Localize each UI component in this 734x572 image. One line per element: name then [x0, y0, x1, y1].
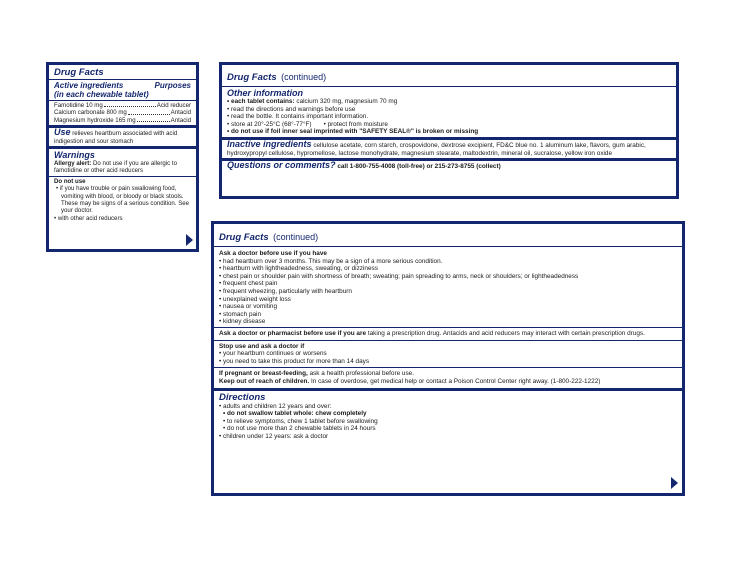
ask-doctor-heading: Ask a doctor before use if you have	[219, 250, 327, 257]
ingredient-row: Calcium carbonate 800 mg Antacid	[54, 109, 191, 117]
other-information-heading: Other information	[227, 88, 303, 98]
drug-facts-panel-bottom-right: Drug Facts (continued) Ask a doctor before use if you have • had heartburn over 3 months. This may be a sign of a more serious condition. • heartburn with lightheadedness, sweating, or dizziness • chest pain or shoulder pain with shortness of breath; sweating; pain spreading to arms, neck or shoulders; or lightheadedness • frequent chest pain • frequent wheezing, particularly with heartburn • unexplained weight loss • nausea or vomiting • stomach pain • kidney disease Ask a doctor or pharmacist before use if you are taking a prescription drug. Antacids and acid reducers may interact with certain prescription drugs. Stop use and ask a doctor if • your heartburn continues or worsens • you need to take this product for more than 14 days If pregnant or breast-feeding, ask a health professional before use. Keep out of reach of children. In case of overdose, get medical help or contact a Poison Control Center right away. (1-800-222-1222) Directions • adults and children 12 years and over: • do not swallow tablet whole: chew completely • to relieve symptoms, chew 1 tablet before swallowing • do not use more than 2 chewable tablets in 24 hours • children under 12 years: ask a doctor	[211, 221, 685, 496]
list-item: • if you have trouble or pain swallowing food, vomiting with blood, or bloody or black stools. These may be signs of a serious condition. See your doctor.	[56, 185, 190, 215]
other-information-section: Other information • each tablet contains: calcium 320 mg, magnesium 70 mg • read the directions and warnings before use • read the bottle. It contains important information. • store at 20°-25°C (68°-77°F) • protect from moisture • do not use if foil inner seal imprinted with "SAFETY SEAL®" is broken or missing	[222, 87, 676, 137]
ask-pharmacist-section: Ask a doctor or pharmacist before use if you are taking a prescription drug. Antacids and acid reducers may interact with certain prescription drugs.	[219, 329, 645, 337]
warnings-section: Warnings Allergy alert: Do not use if you are allergic to famotidine or other acid reducers	[49, 149, 196, 176]
list-item: • do not swallow tablet whole: chew completely	[223, 410, 367, 418]
list-item: • stomach pain	[219, 310, 262, 318]
directions-heading: Directions	[219, 391, 266, 403]
list-item: • kidney disease	[219, 318, 266, 326]
list-item: • read the bottle. It contains important information.	[227, 113, 369, 121]
list-item: • do not use if foil inner seal imprinted with "SAFETY SEAL®" is broken or missing	[227, 128, 479, 136]
reach-of-children-heading: Keep out of reach of children.	[219, 377, 310, 385]
inactive-ingredients-heading: Inactive ingredients	[227, 138, 312, 149]
list-item: • nausea or vomiting	[219, 303, 278, 311]
panel-title: Drug Facts	[227, 72, 277, 83]
pregnancy-section: If pregnant or breast-feeding, ask a health professional before use. Keep out of reach of children. In case of overdose, get medical help or contact a Poison Control Center right away. (1-800-222-1222)	[219, 370, 601, 385]
warnings-heading: Warnings	[54, 150, 95, 161]
ingredients-list	[49, 101, 196, 125]
list-item: • your heartburn continues or worsens	[219, 350, 327, 358]
pregnancy-heading: If pregnant or breast-feeding,	[219, 370, 308, 378]
list-item: • chest pain or shoulder pain with shortness of breath; sweating; pain spreading to arms, neck or shoulders; or lightheadedness	[219, 272, 579, 280]
drug-facts-panel-left	[46, 62, 199, 252]
panel-title: Drug Facts	[54, 67, 104, 78]
continue-arrow-icon	[186, 234, 193, 246]
list-item: • had heartburn over 3 months. This may be a sign of a more serious condition.	[219, 257, 443, 265]
drug-facts-panel-top-right: Drug Facts (continued) Other information • each tablet contains: calcium 320 mg, magnesium 70 mg • read the directions and warnings before use • read the bottle. It contains important information. • store at 20°-25°C (68°-77°F) • protect from moisture • do not use if foil inner seal imprinted with "SAFETY SEAL®" is broken or missing Inactive ingredients cellulose acetate, corn starch, crospovidone, dextrose excipient, FD&C blue no. 1 aluminum lake, flavors, gum arabic, hydroxypropyl cellulose, hypromellose, lactose monohydrate, magnesium stearate, maltodextrin, mineral oil, sucralose, yellow iron oxide Questions or comments? call 1-800-755-4008 (toll-free) or 215-273-8755 (collect)	[219, 62, 679, 199]
list-item: • adults and children 12 years and over:	[219, 402, 332, 410]
do-not-use-heading: Do not use	[54, 177, 86, 185]
list-item: • to relieve symptoms, chew 1 tablet before swallowing	[223, 417, 378, 425]
panel-title: Drug Facts	[219, 232, 269, 243]
stop-use-heading: Stop use and ask a doctor if	[219, 342, 305, 350]
list-item: • heartburn with lightheadedness, sweating, or dizziness	[219, 265, 378, 273]
list-item: • unexplained weight loss	[219, 295, 291, 303]
ask-pharmacist-heading: Ask a doctor or pharmacist before use if you are	[219, 329, 367, 337]
list-item: • with other acid reducers	[54, 214, 123, 222]
active-ingredients-subheading: (in each chewable tablet)	[54, 90, 149, 99]
ingredient-row: Magnesium hydroxide 165 mg Antacid	[54, 116, 191, 124]
ingredient-row: Famotidine 10 mg Acid reducer	[54, 102, 191, 109]
stop-use-section	[214, 341, 682, 368]
list-item: • you need to take this product for more than 14 days	[219, 357, 370, 365]
inactive-ingredients-section: Inactive ingredients cellulose acetate, corn starch, crospovidone, dextrose excipient, FD&C blue no. 1 aluminum lake, flavors, gum arabic, hydroxypropyl cellulose, hypromellose, lactose monohydrate, magnesium stearate, maltodextrin, mineral oil, sucralose, yellow iron oxide	[227, 138, 646, 157]
use-heading: Use	[54, 127, 71, 138]
purposes-heading: Purposes	[154, 81, 191, 90]
questions-section: Questions or comments? call 1-800-755-4008 (toll-free) or 215-273-8755 (collect)	[227, 160, 501, 171]
list-item: • children under 12 years: ask a doctor	[219, 432, 329, 440]
active-ingredients-heading: Active ingredients	[54, 81, 124, 90]
directions-section	[214, 391, 682, 442]
use-section: Use relieves heartburn associated with acid indigestion and sour stomach	[54, 127, 178, 145]
questions-heading: Questions or comments?	[227, 160, 336, 171]
list-item: • read the directions and warnings before use	[227, 105, 356, 113]
list-item: • frequent chest pain	[219, 280, 278, 288]
list-item: • frequent wheezing, particularly with heartburn	[219, 287, 352, 295]
do-not-use-section	[49, 177, 196, 223]
list-item: • do not use more than 2 chewable tablets in 24 hours	[223, 425, 376, 433]
continue-arrow-icon	[671, 477, 678, 489]
ask-doctor-section	[214, 247, 682, 327]
